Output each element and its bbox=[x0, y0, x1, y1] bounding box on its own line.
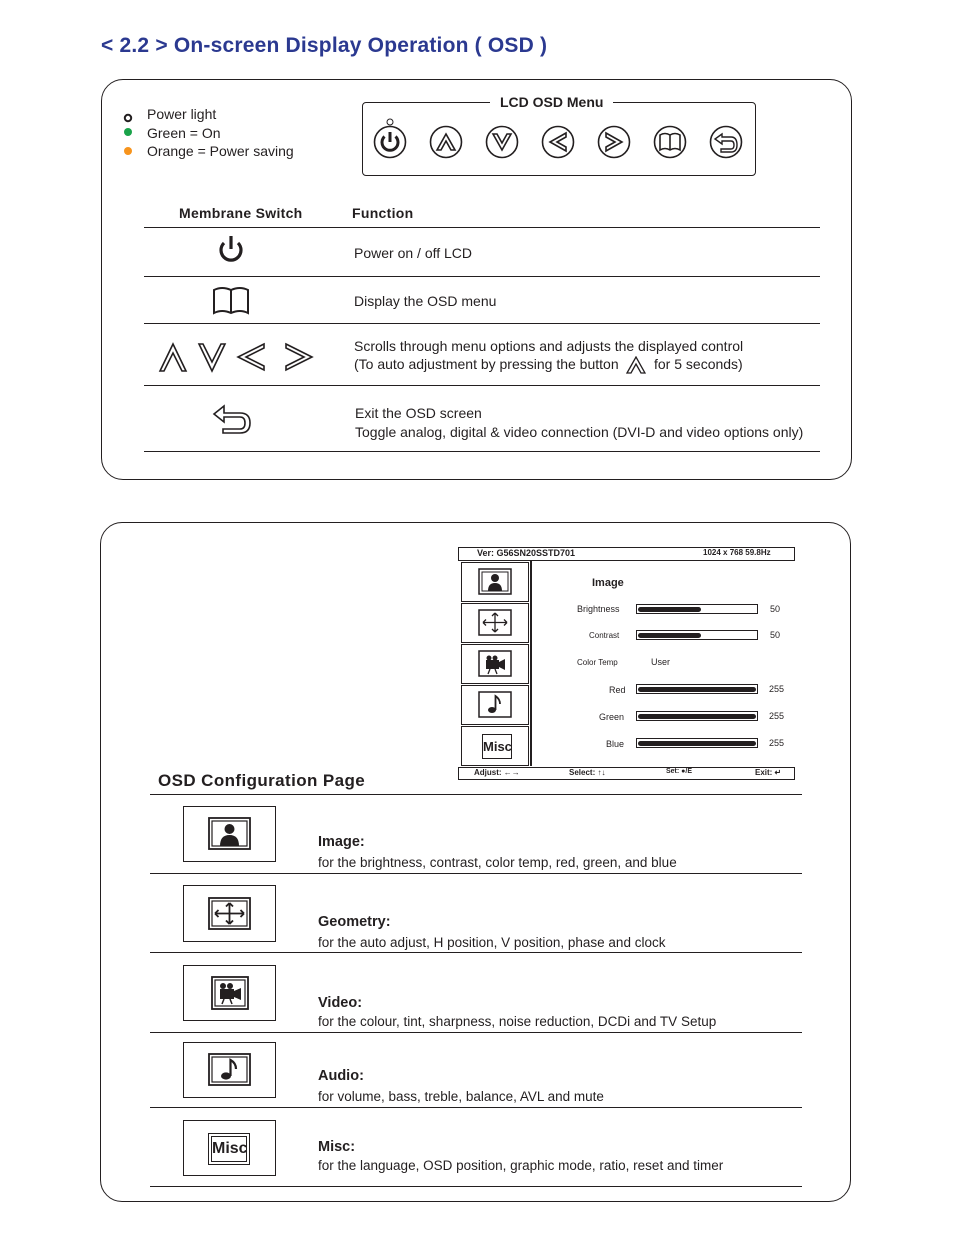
table-row-exit-icon bbox=[212, 404, 252, 441]
up-icon bbox=[429, 125, 463, 159]
table-row-text: Display the OSD menu bbox=[354, 293, 497, 309]
config-divider bbox=[150, 952, 802, 953]
power-icon bbox=[373, 125, 407, 159]
osd-row-value: 255 bbox=[769, 711, 785, 721]
exit-icon bbox=[709, 125, 743, 159]
table-row-text: Scrolls through menu options and adjusts the displayed control bbox=[354, 338, 744, 354]
table-row-power-icon bbox=[216, 234, 246, 271]
table-row-arrows-icon bbox=[158, 340, 316, 379]
orange-led-dot bbox=[124, 147, 132, 155]
config-icon-video bbox=[183, 965, 276, 1021]
config-item-name: Geometry: bbox=[318, 914, 391, 930]
config-item-desc: for volume, bass, treble, balance, AVL and mute bbox=[318, 1089, 604, 1104]
osd-row-label: Color Temp bbox=[577, 658, 618, 667]
osd-row-label: Green bbox=[599, 712, 625, 722]
exit-icon bbox=[212, 404, 252, 436]
table-divider bbox=[144, 451, 820, 452]
left-icon bbox=[541, 125, 575, 159]
table-divider bbox=[144, 227, 820, 228]
osd-screen bbox=[458, 547, 795, 780]
image-icon bbox=[478, 568, 512, 595]
left-button[interactable] bbox=[541, 125, 575, 164]
config-icon-geometry bbox=[183, 885, 276, 942]
orange-led-label: Orange = Power saving bbox=[147, 143, 294, 159]
osd-version: Ver: G56SN20SSTD701 bbox=[477, 548, 576, 558]
osd-tab-video[interactable] bbox=[461, 644, 529, 684]
lcd-osd-menu-label: LCD OSD Menu bbox=[490, 94, 613, 110]
config-heading: OSD Configuration Page bbox=[158, 771, 366, 790]
video-icon bbox=[211, 976, 249, 1010]
config-icon-image bbox=[183, 806, 276, 862]
green-led-dot bbox=[124, 128, 132, 136]
table-row-text: Power on / off LCD bbox=[354, 245, 473, 261]
power-light-label: Power light bbox=[147, 106, 217, 122]
config-item-name: Misc: bbox=[318, 1139, 356, 1155]
osd-row-value: 50 bbox=[770, 604, 781, 614]
table-divider bbox=[144, 276, 820, 277]
osd-row-value: 255 bbox=[769, 738, 785, 748]
geometry-icon bbox=[208, 897, 251, 930]
down-icon bbox=[485, 125, 519, 159]
osd-tab-image[interactable] bbox=[461, 562, 529, 602]
osd-tab-audio[interactable] bbox=[461, 685, 529, 725]
config-item-desc: for the language, OSD position, graphic mode, ratio, reset and timer bbox=[318, 1158, 724, 1173]
config-divider bbox=[150, 1032, 802, 1033]
osd-row-value: 50 bbox=[770, 630, 781, 640]
misc-icon-label: Misc bbox=[483, 739, 512, 754]
osd-footer-exit: Exit: ↵ bbox=[755, 768, 782, 777]
osd-row-label: Red bbox=[609, 685, 626, 695]
table-divider bbox=[144, 385, 820, 386]
table-divider bbox=[144, 323, 820, 324]
led-indicator-icon bbox=[386, 113, 394, 121]
config-divider bbox=[150, 794, 802, 795]
table-row-text-2: Toggle analog, digital & video connection (DVI-D and video options only) bbox=[355, 424, 804, 440]
geometry-icon bbox=[478, 609, 512, 636]
config-item-desc: for the auto adjust, H position, V position, phase and clock bbox=[318, 935, 666, 950]
osd-row-label: Brightness bbox=[577, 604, 620, 614]
menu-book-icon bbox=[653, 125, 687, 159]
audio-icon bbox=[478, 691, 512, 718]
misc-icon bbox=[482, 734, 512, 759]
config-item-name: Image: bbox=[318, 834, 365, 850]
misc-icon-label: Misc bbox=[212, 1140, 248, 1157]
green-led-label: Green = On bbox=[147, 125, 221, 141]
config-divider bbox=[150, 873, 802, 874]
up-icon bbox=[626, 356, 646, 374]
down-button[interactable] bbox=[485, 125, 519, 164]
osd-footer-select: Select: ↑↓ bbox=[569, 768, 606, 777]
config-divider bbox=[150, 1186, 802, 1187]
osd-row-value: 255 bbox=[769, 684, 785, 694]
config-divider bbox=[150, 1107, 802, 1108]
arrows-icon bbox=[158, 340, 316, 374]
config-icon-audio bbox=[183, 1042, 276, 1098]
config-item-desc: for the brightness, contrast, color temp, red, green, and blue bbox=[318, 855, 677, 870]
menu-button[interactable] bbox=[653, 125, 687, 164]
config-icon-misc bbox=[183, 1120, 276, 1176]
contrast-fill bbox=[638, 633, 701, 638]
osd-tab-geometry[interactable] bbox=[461, 603, 529, 643]
osd-page-title: Image bbox=[592, 577, 624, 589]
osd-resolution: 1024 x 768 59.8Hz bbox=[703, 548, 771, 557]
power-button[interactable] bbox=[373, 125, 407, 164]
right-button[interactable] bbox=[597, 125, 631, 164]
brightness-fill bbox=[638, 607, 701, 612]
col-membrane-switch: Membrane Switch bbox=[179, 205, 303, 221]
power-light-icon bbox=[123, 110, 133, 120]
up-arrow-inline-icon bbox=[626, 356, 646, 379]
config-item-desc: for the colour, tint, sharpness, noise reduction, DCDi and TV Setup bbox=[318, 1014, 717, 1029]
table-row-text-2b: for 5 seconds) bbox=[654, 356, 743, 372]
osd-footer-adjust: Adjust: ←→ bbox=[474, 768, 520, 777]
osd-row-label: Blue bbox=[606, 739, 625, 749]
image-icon bbox=[208, 817, 251, 850]
up-button[interactable] bbox=[429, 125, 463, 164]
col-function: Function bbox=[352, 205, 414, 221]
red-fill bbox=[638, 687, 756, 692]
menu-book-icon bbox=[212, 286, 250, 316]
power-icon bbox=[216, 234, 246, 266]
table-row-menu-icon bbox=[212, 286, 250, 321]
table-row-text: Exit the OSD screen bbox=[355, 405, 482, 421]
page-title: < 2.2 > On-screen Display Operation ( OSD ) bbox=[101, 34, 548, 57]
osd-tab-misc[interactable] bbox=[461, 726, 529, 766]
exit-button[interactable] bbox=[709, 125, 743, 164]
video-icon bbox=[478, 650, 512, 677]
misc-icon bbox=[208, 1133, 250, 1165]
misc-icon-inner bbox=[211, 1136, 247, 1162]
osd-row-value: User bbox=[651, 657, 671, 667]
osd-row-label: Contrast bbox=[589, 631, 620, 640]
right-icon bbox=[597, 125, 631, 159]
config-item-name: Audio: bbox=[318, 1068, 364, 1084]
table-row-text-2a: (To auto adjustment by pressing the button bbox=[354, 356, 619, 372]
osd-footer-set: Set: ●/E bbox=[666, 768, 693, 775]
audio-icon bbox=[208, 1053, 251, 1086]
green-fill bbox=[638, 714, 756, 719]
config-item-name: Video: bbox=[318, 995, 363, 1011]
blue-fill bbox=[638, 741, 756, 746]
